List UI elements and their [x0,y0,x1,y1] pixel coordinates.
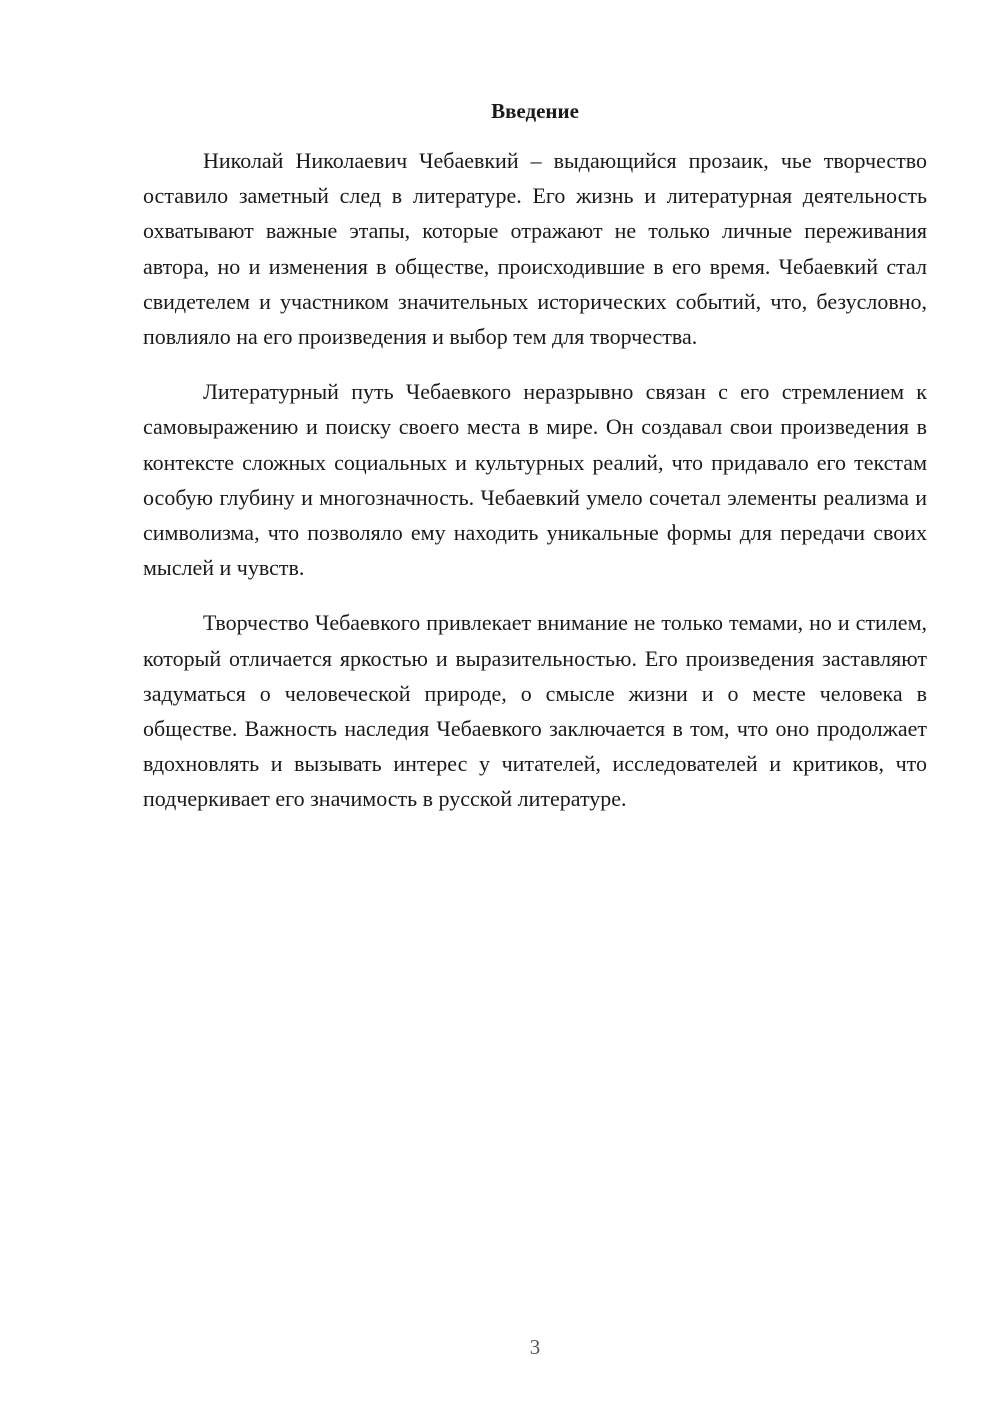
document-body [143,143,927,837]
page-number: 3 [529,1335,541,1359]
page-title: Введение [491,99,579,123]
paragraph-1: Николай Николаевич Чебаевкий – выдающийся прозаик, чье творчество оставило заметный след в литературе. Его жизнь и литературная деятельность охватывают важные этапы, которые отражают не только личные переживания автора, но и изменения в обществе, происходившие в его время. Чебаевкий стал свидетелем и участником значительных исторических событий, что, безусловно, повлияло на его произведения и выбор тем для творчества. [143,148,927,350]
paragraph-3: Творчество Чебаевкого привлекает внимание не только темами, но и стилем, который отличается яркостью и выразительностью. Его произведения заставляют задуматься о человеческой природе, о смысле жизни и о месте человека в обществе. Важность наследия Чебаевкого заключается в том, что оно продолжает вдохновлять и вызывать интерес у читателей, исследователей и критиков, что подчеркивает его значимость в русской литературе. [143,610,927,812]
paragraph-2: Литературный путь Чебаевкого неразрывно связан с его стремлением к самовыражению и поиску своего места в мире. Он создавал свои произведения в контексте сложных социальных и культурных реалий, что придавало его текстам особую глубину и многозначность. Чебаевкий умело сочетал элементы реализма и символизма, что позволяло ему находить уникальные формы для передачи своих мыслей и чувств. [143,379,927,581]
